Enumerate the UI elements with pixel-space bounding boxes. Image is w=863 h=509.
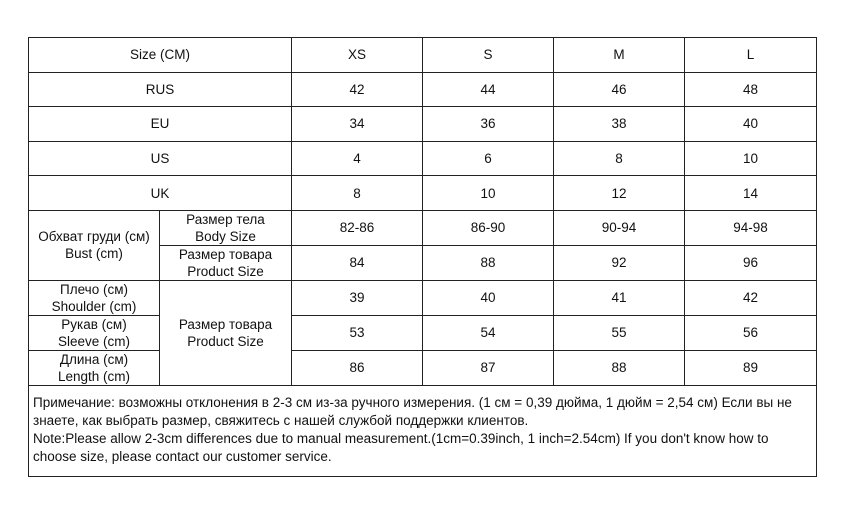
body-size-label-ru: Размер тела xyxy=(186,211,265,227)
size-chart-table xyxy=(28,37,817,477)
size-header-s: S xyxy=(423,38,554,73)
cell-value: 86 xyxy=(292,350,423,385)
shoulder-label-ru: Плечо (см) xyxy=(60,281,128,297)
cell-value: 14 xyxy=(685,176,817,211)
cell-value: 82-86 xyxy=(292,210,423,245)
sleeve-label-en: Sleeve (cm) xyxy=(57,333,130,349)
bust-label-en: Bust (cm) xyxy=(65,246,123,262)
row-label: EU xyxy=(29,107,292,142)
table-row-eu xyxy=(29,107,817,142)
length-label-ru: Длина (см) xyxy=(59,351,129,367)
cell-value: 84 xyxy=(292,245,423,280)
cell-value: 10 xyxy=(423,176,554,211)
length-label xyxy=(29,350,160,385)
row-label: RUS xyxy=(29,72,292,107)
table-row-rus xyxy=(29,72,817,107)
product-size-label-en: Product Size xyxy=(187,263,264,279)
table-row-uk xyxy=(29,176,817,211)
size-header-xs: XS xyxy=(292,38,423,73)
cell-value: 42 xyxy=(685,280,817,315)
header-row xyxy=(29,38,817,73)
cell-value: 38 xyxy=(554,107,685,142)
cell-value: 10 xyxy=(685,141,817,176)
size-header-m: M xyxy=(554,38,685,73)
cell-value: 96 xyxy=(685,245,817,280)
cell-value: 53 xyxy=(292,315,423,350)
cell-value: 48 xyxy=(685,72,817,107)
product-group-label-en: Product Size xyxy=(187,333,264,349)
cell-value: 89 xyxy=(685,350,817,385)
cell-value: 40 xyxy=(423,280,554,315)
size-header-l: L xyxy=(685,38,817,73)
cell-value: 4 xyxy=(292,141,423,176)
cell-value: 36 xyxy=(423,107,554,142)
product-group-label-ru: Размер товара xyxy=(178,316,273,332)
cell-value: 88 xyxy=(423,245,554,280)
table-row-sleeve xyxy=(29,315,817,350)
cell-value: 34 xyxy=(292,107,423,142)
cell-value: 6 xyxy=(423,141,554,176)
bust-label xyxy=(29,210,160,280)
note-cell xyxy=(29,385,817,476)
cell-value: 86-90 xyxy=(423,210,554,245)
note-row xyxy=(29,385,817,476)
cell-value: 90-94 xyxy=(554,210,685,245)
cell-value: 39 xyxy=(292,280,423,315)
cell-value: 44 xyxy=(423,72,554,107)
size-header-label: Size (CM) xyxy=(29,38,292,73)
cell-value: 41 xyxy=(554,280,685,315)
length-label-en: Length (cm) xyxy=(57,368,131,384)
table-row-length xyxy=(29,350,817,385)
cell-value: 94-98 xyxy=(685,210,817,245)
cell-value: 46 xyxy=(554,72,685,107)
cell-value: 56 xyxy=(685,315,817,350)
row-label: UK xyxy=(29,176,292,211)
bust-label-ru: Обхват груди (см) xyxy=(38,229,150,245)
cell-value: 8 xyxy=(292,176,423,211)
note-text-en: Note:Please allow 2-3cm differences due to manual measurement.(1cm=0.39inch, 1 inch=2.54cm) If you don't know how to choose size, please contact our customer service. xyxy=(33,430,769,464)
shoulder-label-en: Shoulder (cm) xyxy=(51,298,137,314)
sleeve-label xyxy=(29,315,160,350)
cell-value: 92 xyxy=(554,245,685,280)
cell-value: 12 xyxy=(554,176,685,211)
cell-value: 42 xyxy=(292,72,423,107)
body-size-label-en: Body Size xyxy=(195,228,256,244)
shoulder-label xyxy=(29,280,160,315)
cell-value: 40 xyxy=(685,107,817,142)
cell-value: 8 xyxy=(554,141,685,176)
table-row-shoulder xyxy=(29,280,817,315)
cell-value: 54 xyxy=(423,315,554,350)
note-text-ru: Примечание: возможны отклонения в 2-3 см из-за ручного измерения. (1 см = 0,39 дюйма, 1 дюйм = 2,54 см) Если вы не знаете, как выбрать размер, свяжитесь с нашей службой поддержки клиентов. xyxy=(33,394,792,428)
body-size-label xyxy=(160,210,292,245)
cell-value: 88 xyxy=(554,350,685,385)
cell-value: 55 xyxy=(554,315,685,350)
sleeve-label-ru: Рукав (см) xyxy=(61,316,127,332)
product-group-label xyxy=(160,280,292,385)
cell-value: 87 xyxy=(423,350,554,385)
row-label: US xyxy=(29,141,292,176)
table-row-bust-body xyxy=(29,210,817,245)
table-row-us xyxy=(29,141,817,176)
product-size-label xyxy=(160,245,292,280)
product-size-label-ru: Размер товара xyxy=(178,246,273,262)
